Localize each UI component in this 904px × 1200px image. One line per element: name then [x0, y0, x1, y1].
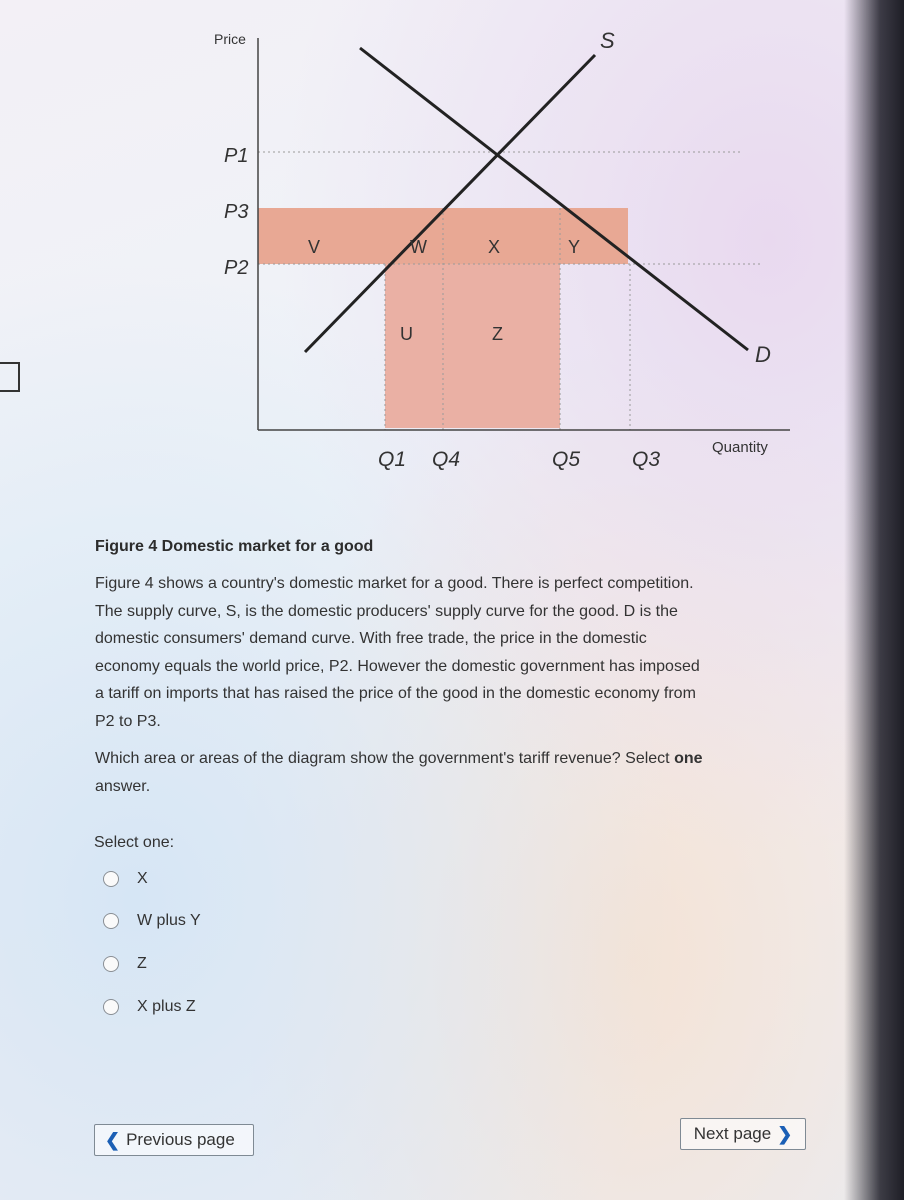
area-label-x: X	[488, 237, 501, 257]
quantity-label-q4: Q4	[432, 448, 461, 471]
context-line: Figure 4 shows a country's domestic market for a good. There is perfect competition.	[95, 575, 694, 592]
context-line: The supply curve, S, is the domestic producers' supply curve for the good. D is the	[95, 602, 678, 620]
supply-label: S	[600, 28, 615, 53]
quantity-axis-label: Quantity	[712, 439, 768, 456]
question-body: Which area or areas of the diagram show the government's tariff revenue? Select	[95, 750, 675, 767]
answer-option-x-plus-z[interactable]	[103, 998, 196, 1016]
price-label-p3: P3	[224, 201, 249, 223]
quantity-label-q1: Q1	[378, 448, 407, 471]
radio-button[interactable]	[103, 956, 119, 972]
radio-button[interactable]	[103, 999, 119, 1015]
area-label-w: W	[410, 237, 427, 257]
figure-caption: Figure 4 Domestic market for a good	[95, 538, 374, 555]
question-text	[95, 745, 800, 800]
radio-button[interactable]	[103, 871, 119, 887]
previous-page-label: Previous page	[126, 1130, 235, 1149]
option-label: X	[137, 870, 148, 887]
price-label-p2: P2	[224, 257, 249, 279]
area-label-y: Y	[568, 237, 581, 257]
previous-page-button[interactable]	[94, 1124, 254, 1156]
chevron-left-icon: ❮	[105, 1129, 121, 1150]
context-line: P2 to P3.	[95, 712, 161, 730]
answer-option-x[interactable]	[103, 870, 148, 888]
context-line: a tariff on imports that has raised the price of the good in the domestic economy from	[95, 685, 696, 702]
device-edge	[844, 0, 904, 1200]
area-lower-block	[385, 264, 560, 428]
quantity-label-q5: Q5	[552, 448, 581, 471]
answer-option-w-plus-y[interactable]	[103, 912, 201, 930]
price-label-p1: P1	[224, 145, 249, 167]
context-line: domestic consumers' demand curve. With free trade, the price in the domestic	[95, 630, 647, 647]
demand-label: D	[755, 342, 771, 367]
select-one-label: Select one:	[94, 834, 175, 851]
next-page-button[interactable]	[680, 1118, 806, 1150]
next-page-label: Next page	[693, 1124, 772, 1143]
context-line: economy equals the world price, P2. However the domestic government has imposed	[95, 657, 700, 675]
supply-demand-diagram	[200, 20, 800, 500]
question-context	[95, 570, 800, 735]
quantity-label-q3: Q3	[632, 448, 661, 471]
radio-button[interactable]	[103, 913, 119, 929]
area-label-z: Z	[492, 324, 503, 344]
price-axis-label: Price	[214, 31, 246, 47]
question-emphasis: one	[674, 750, 703, 767]
option-label: W plus Y	[137, 912, 201, 929]
option-label: X plus Z	[137, 998, 196, 1015]
area-label-v: V	[308, 237, 321, 257]
margin-bracket	[0, 362, 20, 392]
chevron-right-icon: ❯	[777, 1123, 793, 1144]
question-tail: answer.	[95, 777, 151, 795]
option-label: Z	[137, 955, 147, 972]
area-label-u: U	[400, 324, 413, 344]
answer-option-z[interactable]	[103, 955, 147, 973]
